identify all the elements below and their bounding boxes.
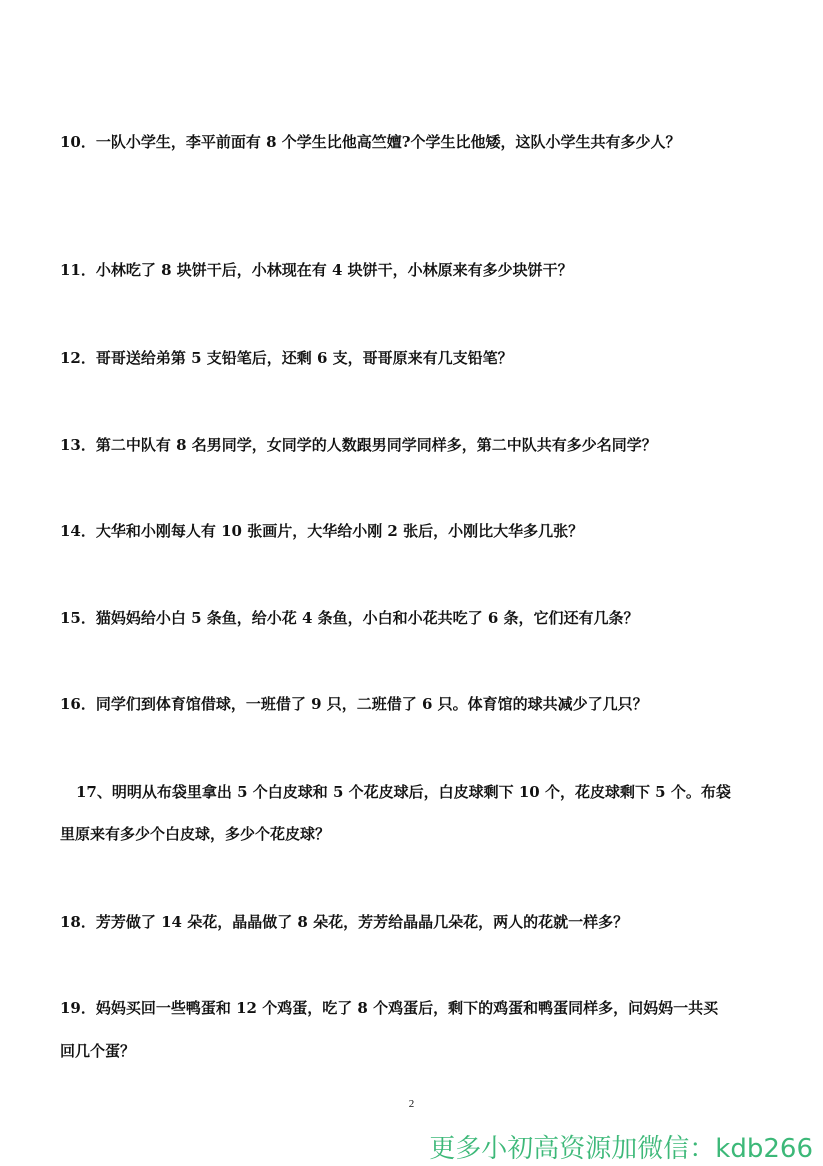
question-12: 12．哥哥送给弟第 5 支铅笔后，还剩 6 支，哥哥原来有几支铅笔？	[60, 349, 513, 367]
question-14: 14．大华和小刚每人有 10 张画片，大华给小刚 2 张后，小刚比大华多几张？	[60, 522, 584, 540]
question-16: 16．同学们到体育馆借球，一班借了 9 只，二班借了 6 只。体育馆的球共减少了几只？	[60, 695, 648, 713]
question-15: 15．猫妈妈给小白 5 条鱼，给小花 4 条鱼，小白和小花共吃了 6 条，它们还有几条？	[60, 609, 639, 627]
question-17-line-1: 17、明明从布袋里拿出 5 个白皮球和 5 个花皮球后，白皮球剩下 10 个，花皮球剩下 5 个。布袋	[76, 783, 731, 801]
page-number: 2	[408, 1098, 415, 1110]
question-10: 10．一队小学生，李平前面有 8 个学生比他高竺嬗?个学生比他矮，这队小学生共有多少人？	[60, 133, 681, 151]
question-19-line-2: 回几个蛋？	[60, 1042, 136, 1060]
question-11: 11．小林吃了 8 块饼干后，小林现在有 4 块饼干，小林原来有多少块饼干？	[60, 261, 573, 279]
question-18: 18．芳芳做了 14 朵花，晶晶做了 8 朵花，芳芳给晶晶几朵花，两人的花就一样多？	[60, 913, 629, 931]
question-19-line-1: 19．妈妈买回一些鸭蛋和 12 个鸡蛋，吃了 8 个鸡蛋后，剩下的鸡蛋和鸭蛋同样多，问妈妈一共买	[60, 999, 719, 1017]
watermark-text: 更多小初高资源加微信：kdb266	[429, 1134, 813, 1164]
question-17-line-2: 里原来有多少个白皮球，多少个花皮球？	[60, 825, 331, 843]
question-13: 13．第二中队有 8 名男同学，女同学的人数跟男同学同样多，第二中队共有多少名同学？	[60, 436, 657, 454]
